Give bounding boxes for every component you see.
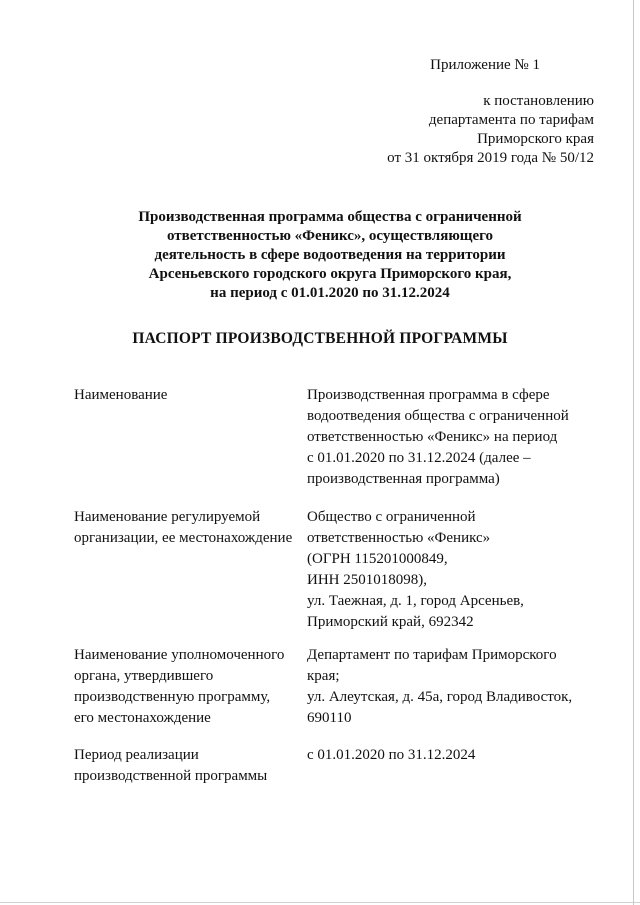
row-value: Общество с ограниченной ответственностью «Феникс» (ОГРН 115201000849, ИНН 2501018098), ул. Таежная, д. 1, город Арсеньев, Приморский край, 692342 — [307, 509, 524, 630]
row-label: Период реализации производственной программы — [74, 747, 268, 784]
title-line: деятельность в сфере водоотведения на территории — [154, 247, 506, 263]
title-line: Производственная программа общества с ограниченной — [138, 209, 522, 225]
appendix-number: Приложение № 1 — [430, 57, 540, 73]
row-value: Производственная программа в сфере водоотведения общества с ограниченной ответственностью «Феникс» на период с 01.01.2020 по 31.12.2024 (далее – производственная программа) — [307, 387, 569, 487]
document-title — [100, 208, 560, 303]
resolution-reference — [344, 92, 594, 168]
ref-line: департамента по тарифам — [428, 112, 594, 128]
title-line: на период с 01.01.2020 по 31.12.2024 — [210, 285, 450, 301]
row-label: Наименование — [74, 387, 168, 403]
row-label: Наименование регулируемой организации, ее местонахождение — [74, 509, 293, 546]
title-line: Арсеньевского городского округа Приморского края, — [148, 266, 512, 282]
page-edge-bottom — [0, 902, 640, 903]
row-label: Наименование уполномоченного органа, утвердившего производственную программу, его местонахождение — [74, 647, 285, 726]
passport-heading: ПАСПОРТ ПРОИЗВОДСТВЕННОЙ ПРОГРАММЫ — [132, 330, 508, 347]
ref-line: Приморского края — [477, 131, 594, 147]
ref-line: к постановлению — [483, 93, 594, 109]
title-line: ответственностью «Феникс», осуществляющего — [166, 228, 494, 244]
ref-line: от 31 октября 2019 года № 50/12 — [387, 150, 594, 166]
row-value: Департамент по тарифам Приморского края; ул. Алеутская, д. 45а, город Владивосток, 690110 — [307, 647, 573, 726]
page-edge-right — [633, 0, 634, 905]
row-value: с 01.01.2020 по 31.12.2024 — [307, 747, 476, 763]
